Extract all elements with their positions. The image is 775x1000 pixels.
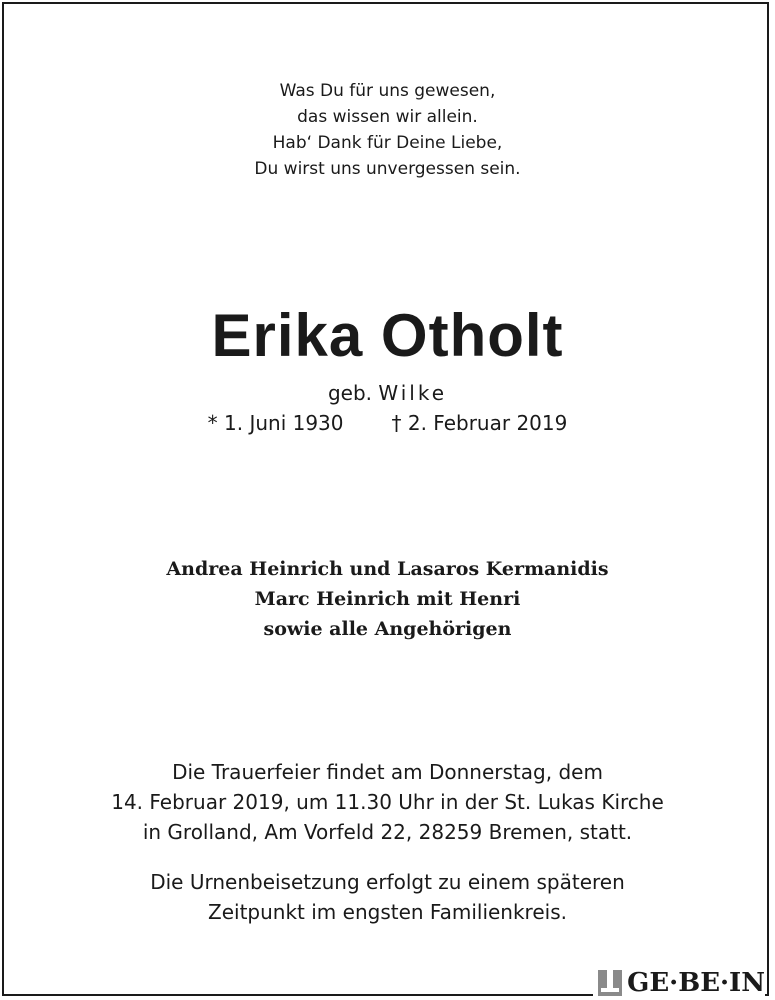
service-line: in Grolland, Am Vorfeld 22, 28259 Bremen, statt. (142, 820, 633, 844)
burial-line: Zeitpunkt im engsten Familienkreis. (208, 900, 567, 924)
mourner-line: Andrea Heinrich und Lasaros Kermanidis (166, 558, 609, 580)
poem-line: Hab‘ Dank für Deine Liebe, (272, 133, 503, 153)
mourners (0, 554, 775, 644)
mourner-line: Marc Heinrich mit Henri (254, 588, 521, 610)
publisher-logo (593, 966, 765, 998)
service-info (0, 757, 775, 847)
logo-text: GE·BE·IN (627, 968, 765, 998)
poem-line: Was Du für uns gewesen, (279, 81, 496, 101)
burial-info (0, 867, 775, 927)
mourner-line: sowie alle Angehörigen (263, 618, 512, 640)
burial-line: Die Urnenbeisetzung erfolgt zu einem späteren (150, 870, 625, 894)
poem-line: Du wirst uns unvergessen sein. (254, 159, 521, 179)
birth-date: * 1. Juni 1930 (207, 411, 344, 435)
maiden-prefix: geb. (327, 381, 373, 405)
service-line: Die Trauerfeier findet am Donnerstag, dem (172, 760, 603, 784)
maiden-name: Wilke (378, 381, 448, 405)
maiden-name-line (0, 378, 775, 408)
deceased-name: Erika Otholt (211, 302, 564, 369)
logo-icon (597, 968, 623, 998)
life-dates (0, 408, 775, 438)
poem (0, 78, 775, 182)
poem-line: das wissen wir allein. (297, 107, 478, 127)
death-date: † 2. Februar 2019 (391, 411, 568, 435)
service-line: 14. Februar 2019, um 11.30 Uhr in der St. Lukas Kirche (111, 790, 664, 814)
